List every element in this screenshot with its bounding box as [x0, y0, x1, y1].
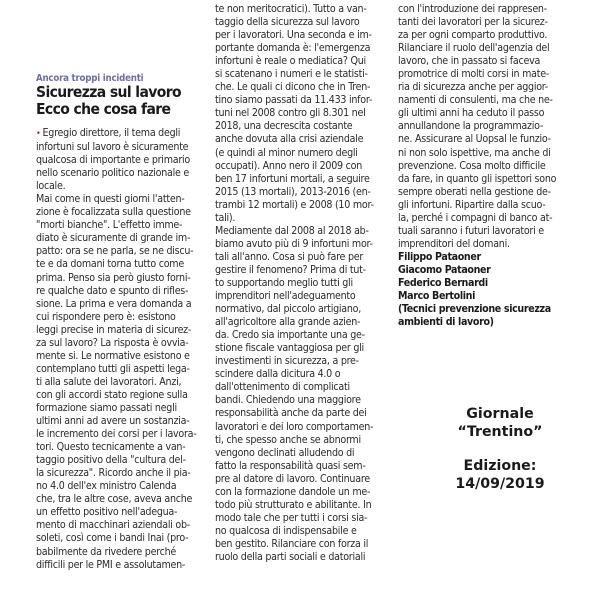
text-line: nello scenario politico nazionale e [36, 167, 189, 180]
text-line: tino siamo passati da 11.433 infor- [215, 94, 373, 107]
signature-line: Giacomo Pataoner [398, 263, 491, 276]
text-line: un effetto positivo nell'adegua- [36, 506, 178, 519]
text-line: promotrice di molti corsi in mate- [398, 68, 550, 81]
text-line: da fare, in quanto gli ispettori sono [398, 172, 557, 185]
text-line: si scatenano i numeri e le statisti- [215, 68, 368, 81]
text-line: le incremento dei corsi per i lavora- [36, 428, 197, 441]
text-line: ruolo della parti sociali e datoriali [215, 550, 366, 563]
text-line: anche dovuta alla crisi aziendale [215, 133, 364, 146]
text-line: imprenditori nell'adeguamento [215, 290, 356, 303]
text-line: infortuni è reale o mediatica? Qui [215, 55, 366, 68]
text-line: 2015 (13 mortali), 2013-2016 (en- [215, 185, 371, 198]
text-line: stione fiscale vantaggiosa per gli [215, 342, 364, 355]
text-line: no 4.0 dell'ex ministro Calenda [36, 480, 177, 493]
text-line: normativo, dal piccolo artigiano, [215, 303, 362, 316]
text-line: all'agricoltore alla grande azien- [215, 316, 361, 329]
signature-line: Federico Bernardi [398, 276, 488, 289]
text-line: portante domanda è: l'emergenza [215, 42, 371, 55]
text-line: ni non solo ispettive, ma anche di [398, 146, 551, 159]
headline-line: Sicurezza sul lavoro [36, 83, 182, 101]
text-line: namenti di consulenti, ma che ne- [398, 94, 553, 107]
text-line: gestire il fenomeno? Prima di tut- [215, 263, 366, 276]
article-headline [36, 84, 181, 117]
text-line: che, tra le altre cose, aveva anche [36, 493, 193, 506]
article-kicker: Ancora troppi incidenti [36, 73, 144, 84]
article-column-3 [398, 3, 568, 329]
text-line: te e da domani torna tutto come [36, 258, 184, 271]
text-line: fatto la responsabilità quasi sem- [215, 459, 366, 472]
text-line: annullandone la programmazio- [398, 120, 544, 133]
text-line: cui rispondere pero è: esistono [36, 310, 176, 323]
text-line: gli infortuni. Ripartire dalla scuo- [398, 198, 546, 211]
text-line: trambi 12 mortali) e 2008 (10 mor- [215, 198, 374, 211]
text-line: (e quindi al minor numero degli [215, 146, 358, 159]
text-line: babilmente da rivedere perché [36, 545, 177, 558]
text-line: biamo avuto più di 9 infortuni mor- [215, 237, 373, 250]
text-line: taggio della sicurezza sul lavoro [215, 16, 360, 29]
text-line: sione. La prima e vera domanda a [36, 297, 192, 310]
text-line: tali all'anno. Cosa si può fare per [215, 250, 364, 263]
text-line: Mai come in questi giorni l'atten- [36, 193, 185, 206]
text-line: locale. [36, 180, 66, 193]
text-line: re qualche dato e spunto di rifles- [36, 284, 189, 297]
text-line: lavoratori e dei loro comportamen- [215, 420, 374, 433]
text-line: contemplano tutti gli aspetti lega- [36, 362, 190, 375]
text-line: investimenti in sicurezza, a pre- [215, 355, 359, 368]
text-line: te non meritocratici). Tutto a van- [215, 3, 367, 15]
text-line: con l'introduzione dei rappresen- [398, 3, 547, 15]
article-column-2 [215, 3, 385, 564]
text-line: che. Le quali ci dicono che in Tren- [215, 81, 371, 94]
bullet-icon: • [36, 129, 41, 139]
text-line: leggi precise in materia di sicurez- [36, 323, 192, 336]
signature-line: Filippo Pataoner [398, 250, 481, 263]
text-line: formazione siamo passati negli [36, 401, 177, 414]
text-line: za per ogni comparto produttivo. [398, 29, 548, 42]
text-line: la, perché i compagni di banco at- [398, 211, 553, 224]
text-line: tuni nel 2008 contro gli 8.301 nel [215, 107, 366, 120]
text-line: ultimi anni ad avere un sostanzia- [36, 415, 190, 428]
text-line: Mediamente dal 2008 al 2018 ab- [215, 224, 369, 237]
text-line: ne. Assicurare al Uopsal le funzio- [398, 133, 551, 146]
signature-line: Marco Bertolini [398, 290, 475, 303]
text-line: zione è focalizzata sulla questione [36, 206, 191, 219]
text-line: patto: ora se ne parla, se ne discu- [36, 245, 194, 258]
text-line: mente si. Le normative esistono e [36, 349, 190, 362]
text-line: tori. Questo tecnicamente a van- [36, 441, 186, 454]
text-line: ti, che spesso anche se abnormi [215, 433, 361, 446]
headline-line: Ecco che cosa fare [36, 99, 171, 118]
text-line: qualcosa di importante e primario [36, 154, 190, 167]
text-line: la sicurezza". Ricordo anche il pia- [36, 467, 191, 480]
text-line: difficili per le PMI e assolutamen- [36, 558, 186, 571]
text-line: prevenzione. Cosa molto difficile [398, 159, 546, 172]
text-line: todo più strutturato e abilitante. In [215, 498, 372, 511]
text-line: diato è sicuramente di grande im- [36, 232, 191, 245]
text-line: tanti dei lavoratori per la sicurez- [398, 16, 548, 29]
text-line: da. Credo sia importante una ge- [215, 329, 365, 342]
text-line: ben 17 infortuni mortali, a seguire [215, 172, 370, 185]
text-line: no qualcosa di indispensabile e [215, 524, 357, 537]
text-line: dall'ottenimento di complicati [215, 381, 350, 394]
source-box [440, 406, 560, 493]
newspaper-label: Giornale [466, 406, 534, 422]
article-column-1 [36, 127, 196, 572]
text-line: ria di sicurezza anche per aggior- [398, 81, 548, 94]
text-line: vengono declinati alludendo di [215, 446, 355, 459]
signature-line: ambienti di lavoro) [398, 316, 494, 329]
text-line: occupati). Anno nero il 2009 con [215, 159, 363, 172]
text-line: ben gestito. Rilanciare con forza il [215, 537, 369, 550]
text-line: responsabilità anche da parte dei [215, 407, 367, 420]
text-line: prima. Penso sia però giusto forni- [36, 271, 191, 284]
text-line: per i lavoratori. Una seconda e im- [215, 29, 372, 42]
text-line: con la formazione dandole un me- [215, 485, 371, 498]
edition-date: 14/09/2019 [455, 475, 545, 492]
text-line: 2018, una decrescita costante [215, 120, 353, 133]
text-line: mento di macchinari aziendali ob- [36, 519, 190, 532]
text-line: pre al datore di lavoro. Continuare [215, 472, 370, 485]
text-line: bandi. Chiedendo una maggiore [215, 394, 361, 407]
text-line: taggio positivo della "cultura del- [36, 454, 186, 467]
text-line: tali). [215, 211, 236, 224]
text-line: Rilanciare il ruolo dell'agenzia del [398, 42, 550, 55]
text-line: scindere dalla dicitura 4.0 o [215, 368, 341, 381]
text-line: con gli accordi stato regione sulla [36, 388, 188, 401]
text-line: "morti bianche". L'effetto imme- [36, 219, 183, 232]
text-line: za sul lavoro? La risposta è ovvia- [36, 336, 189, 349]
newspaper-name: “Trentino” [457, 423, 543, 440]
text-line: modo tale che per tutti i corsi sia- [215, 511, 368, 524]
signature-line: (Tecnici prevenzione sicurezza [398, 303, 551, 316]
text-line: imprenditori del domani. [398, 237, 510, 250]
text-line: soleti, così come i bandi Inai (pro- [36, 532, 189, 545]
text-line: gli ultimi anni ha ceduto il passo [398, 107, 545, 120]
text-line: tuali saranno i futuri lavoratori e [398, 224, 544, 237]
text-line: • Egregio direttore, il tema degli [36, 127, 181, 139]
text-line: lavoro, che in passato si faceva [398, 55, 541, 68]
text-line: ti alla salute dei lavoratori. Anzi, [36, 375, 182, 388]
text-line: infortuni sul lavoro è sicuramente [36, 141, 189, 154]
text-line: sempre oberati nella gestione de- [398, 185, 551, 198]
edition-label: Edizione: [463, 458, 537, 474]
text-line: to supportando meglio tutti gli [215, 276, 353, 289]
